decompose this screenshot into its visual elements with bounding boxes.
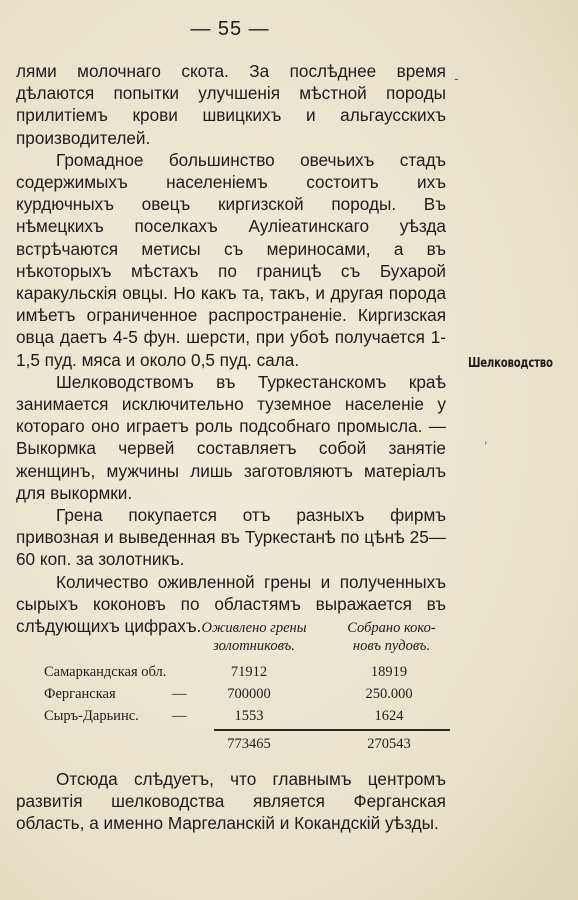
column-header-grena: Оживлено грены золотниковъ. — [201, 620, 307, 654]
region-name: Сыръ-Дарьинс. — [44, 708, 139, 724]
grena-value: 71912 — [230, 664, 268, 680]
margin-mark: - — [454, 70, 459, 86]
paragraph-sheep: Громадное большинство овечьихъ стадъ содержимыхъ населеніемъ состоитъ ихъ курдючныхъ овецъ киргизской породы. Въ нѣмецкихъ поселкахъ Аулieатинскаго уѣзда встрѣчаются метисы съ мериносами, а въ нѣкоторыхъ мѣстахъ по границѣ съ Бухарой каракульскія овцы. Но какъ та, такъ, и другая порода имѣетъ ограниченное распространеніе. Киргизская овца даетъ 4-5 фун. шерсти, при убоѣ получается 1-1,5 пуд. мяса и около 0,5 пуд. сала. — [16, 149, 446, 370]
table-row — [44, 661, 454, 683]
table-totals — [44, 733, 454, 755]
paragraph-livestock: лями молочнаго скота. За послѣднее время дѣлаются попытки улучшенія мѣстной породы прилитіемъ крови швицкихъ и альгаусскихъ производителей. — [16, 61, 446, 148]
table-row — [44, 683, 454, 705]
region-name: Самаркандская обл. — [44, 664, 167, 680]
total-grena: 773465 — [227, 736, 271, 752]
region-name: Ферганская — [44, 686, 116, 702]
column-header-cocoons: Собрано коко- новъ пудовъ. — [347, 620, 436, 654]
cocoons-value: 18919 — [370, 664, 408, 680]
grena-value: 1553 — [234, 708, 264, 724]
page-number: — 55 — — [190, 18, 270, 40]
row-dash: — — [172, 708, 187, 724]
paragraph-table-intro: Количество оживленной грены и полученныхъ сырыхъ коконовъ по областямъ выражается въ слѣдующихъ цифрахъ. — [16, 571, 446, 637]
margin-dot: , — [484, 432, 488, 446]
table-row — [44, 705, 454, 727]
paragraph-conclusion: Отсюда слѣдуетъ, что главнымъ центромъ развитія шелководства является Ферганская область, а именно Маргеланскій и Кокандскій уѣзды. — [16, 769, 446, 834]
paragraph-grena-purchase: Грена покупается отъ разныхъ фирмъ привозная и выведенная въ Туркестанѣ по цѣнѣ 25—60 коп. за золотникъ. — [16, 505, 446, 570]
cocoons-value: 250.000 — [365, 686, 413, 702]
margin-note-sericulture: Шелководство — [468, 356, 553, 371]
closing-text — [16, 768, 446, 835]
row-dash: — — [172, 686, 187, 702]
total-cocoons: 270543 — [367, 736, 411, 752]
paragraph-sericulture: Шелководствомъ въ Туркестанскомъ краѣ занимается исключительно туземное населеніе у котораго оно играетъ роль подсобнаго промысла. — Выкормка червей составляетъ собой занятіе женщинъ, мужчины лишь заготовляютъ матеріалъ для выкормки. — [16, 371, 446, 503]
cocoons-value: 1624 — [374, 708, 404, 724]
grena-value: 700000 — [227, 686, 271, 702]
total-rule — [214, 729, 450, 731]
body-text — [16, 60, 446, 637]
